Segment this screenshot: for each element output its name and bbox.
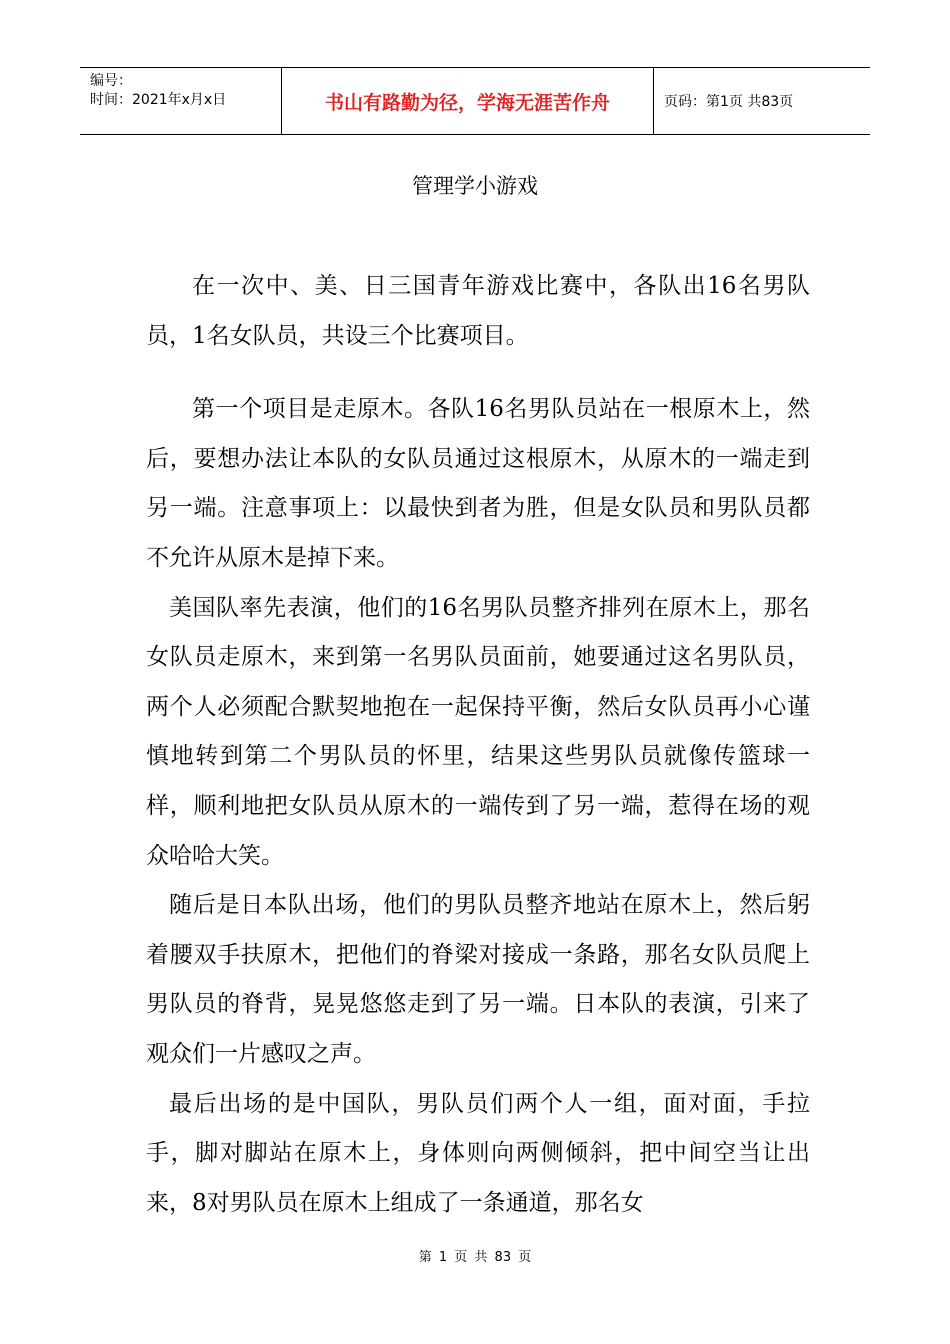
page-footer: 第 1 页 共 83 页 [418, 1250, 532, 1265]
paragraph: 第一个项目是走原木。各队16名男队员站在一根原木上，然后，要想办法让本队的女队员通过这根原木，从原木的一端走到另一端。注意事项上：以最快到者为胜，但是女队员和男队员都不允许从原木是掉下来。 [146, 396, 810, 571]
paragraph: 最后出场的是中国队，男队员们两个人一组，面对面，手拉手，脚对脚站在原木上，身体则向两侧倾斜，把中间空当让出来，8对男队员在原木上组成了一条通道，那名女 [146, 1090, 810, 1216]
document-title: 管理学小游戏 [412, 174, 538, 198]
header-page-info: 页码：第1页 共83页 [664, 94, 794, 110]
paragraph: 随后是日本队出场，他们的男队员整齐地站在原木上，然后躬着腰双手扶原木，把他们的脊梁对接成一条路，那名女队员爬上男队员的脊背，晃晃悠悠走到了另一端。日本队的表演，引来了观众们一片感叹之声。 [146, 892, 810, 1067]
document-date-label: 时间：2021年x月x日 [90, 92, 227, 108]
page-header [80, 67, 870, 135]
paragraph: 美国队率先表演，他们的16名男队员整齐排列在原木上，那名女队员走原木，来到第一名男队员面前，她要通过这名男队员，两个人必须配合默契地抱在一起保持平衡，然后女队员再小心谨慎地转到第二个男队员的怀里，结果这些男队员就像传篮球一样，顺利地把女队员从原木的一端传到了另一端，惹得在场的观众哈哈大笑。 [146, 594, 810, 869]
document-number-label: 编号： [90, 73, 132, 89]
header-meta [80, 68, 282, 134]
document-body [146, 262, 810, 1228]
header-motto: 书山有路勤为径，学海无涯苦作舟 [282, 68, 654, 134]
paragraph: 在一次中、美、日三国青年游戏比赛中，各队出16名男队员，1名女队员，共设三个比赛项目。 [146, 273, 810, 349]
